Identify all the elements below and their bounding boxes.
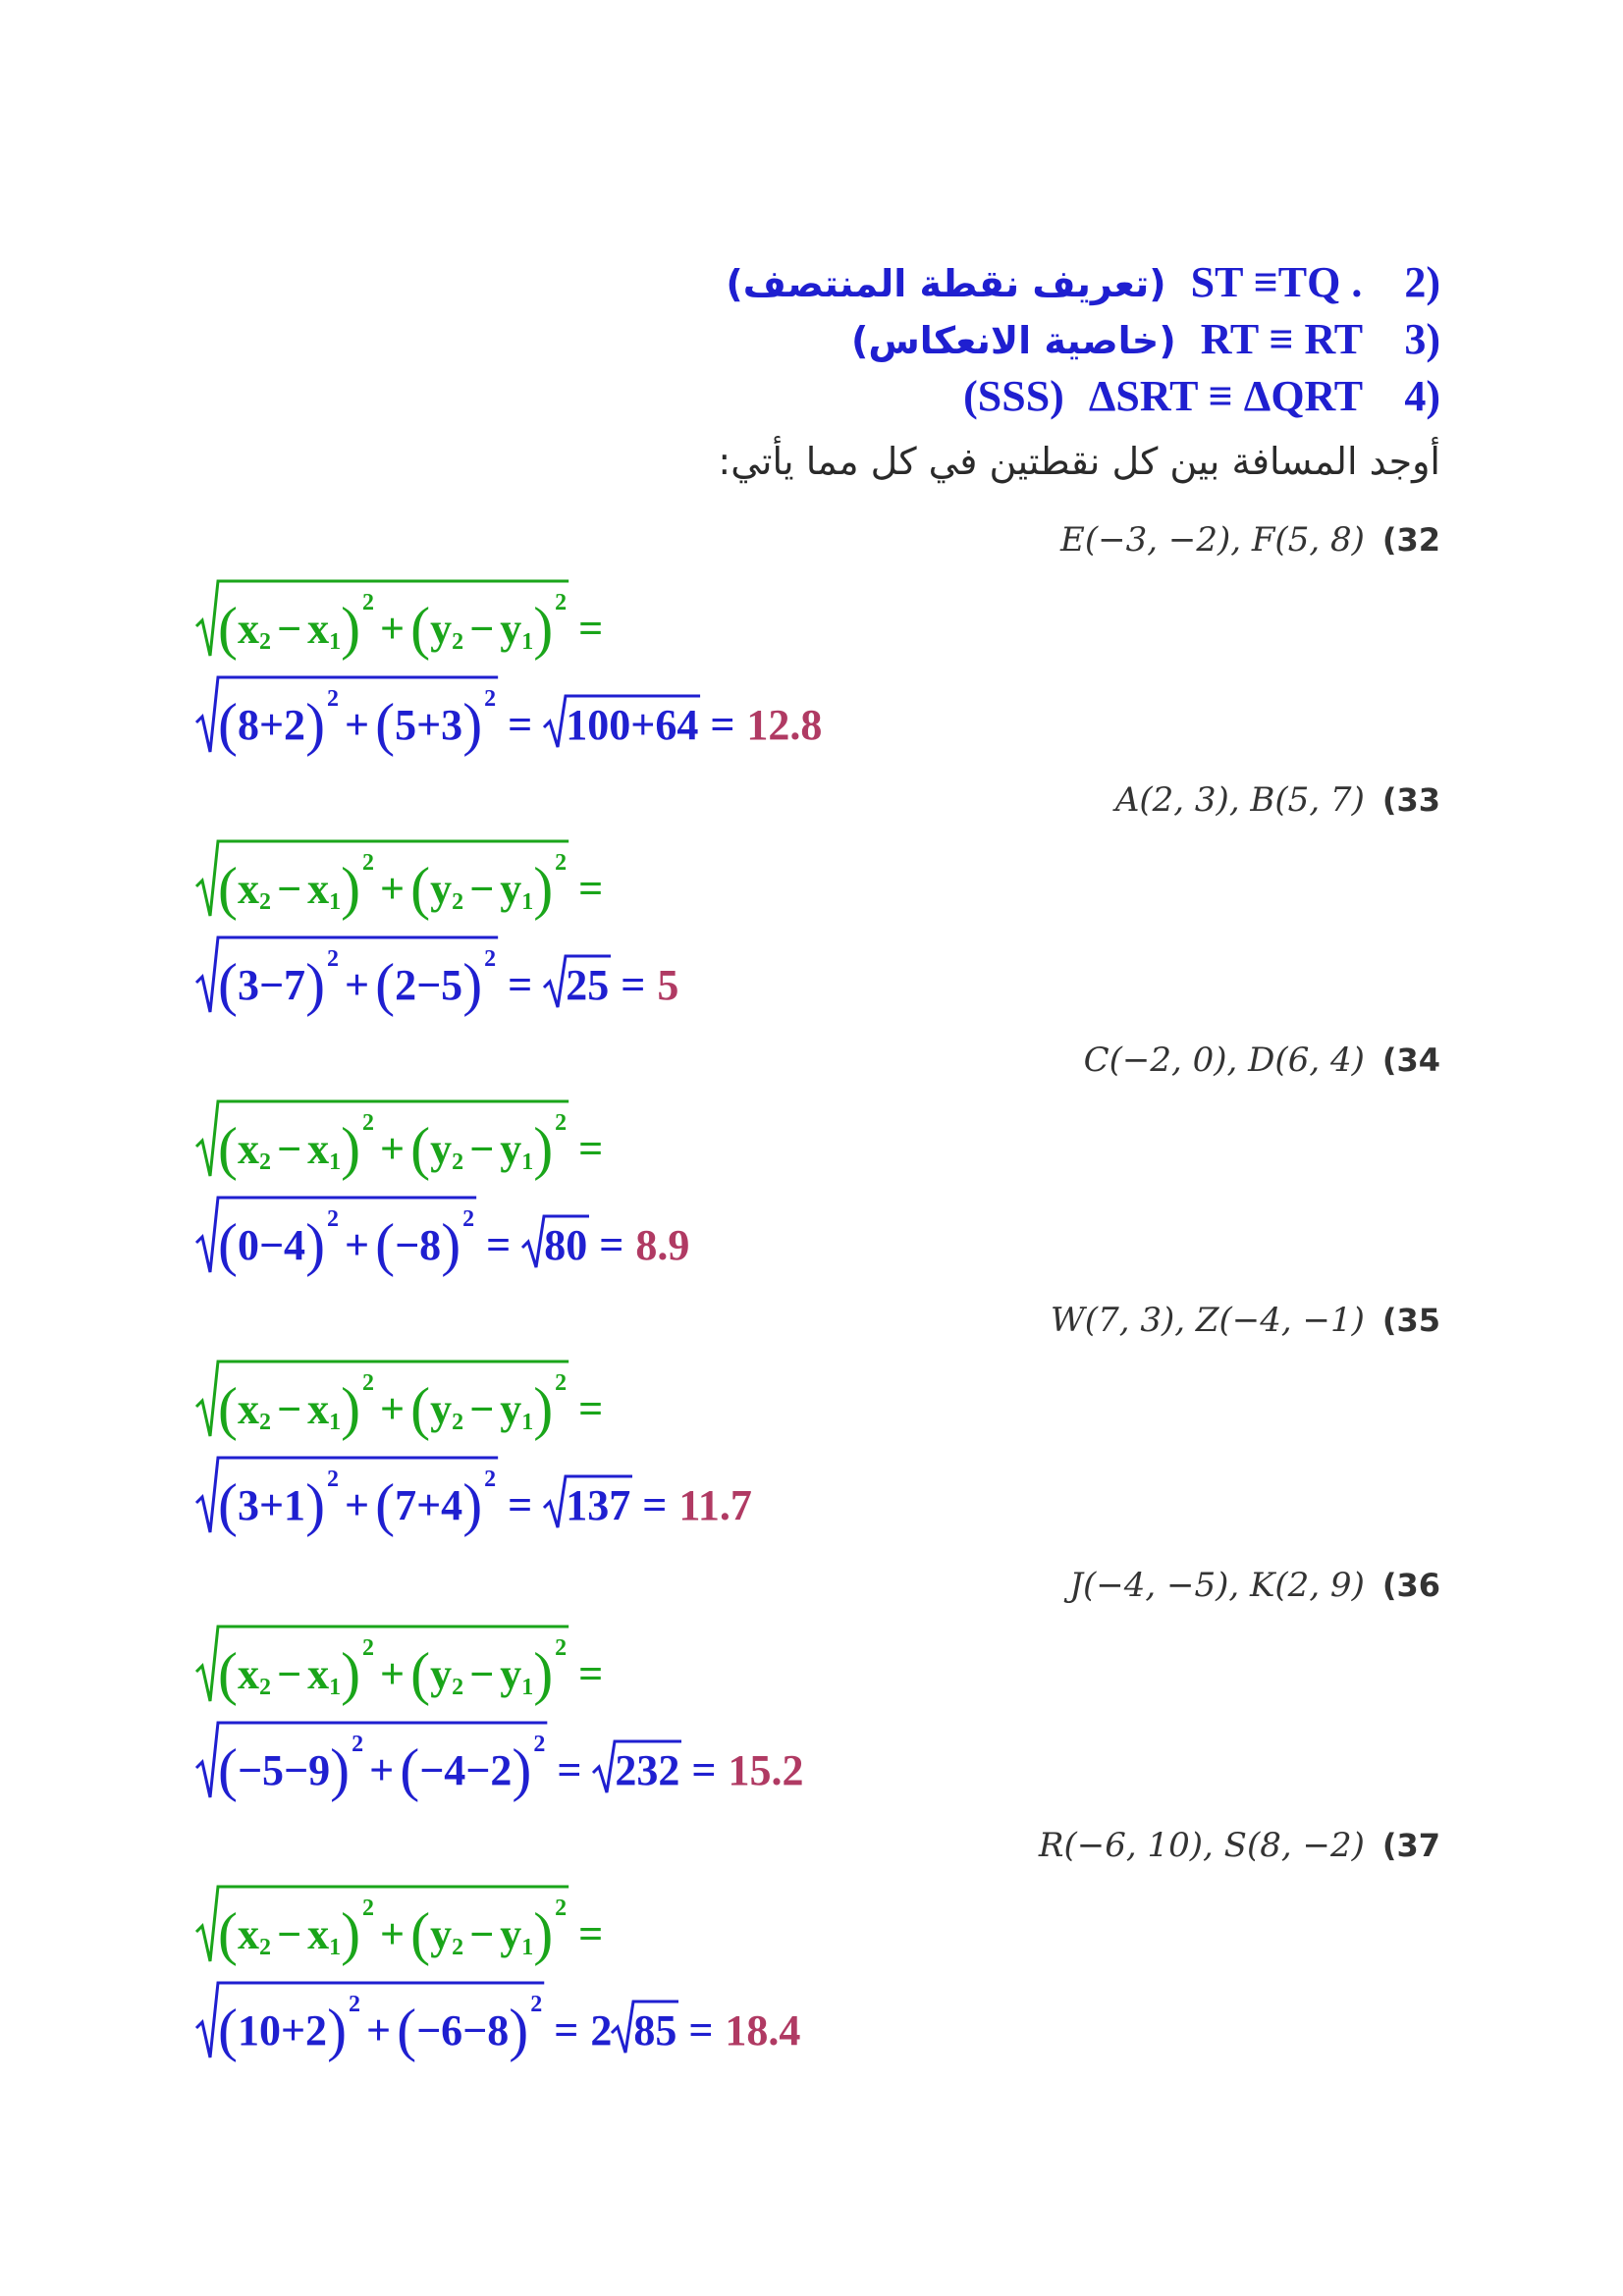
formula-radical: ( x 2 − x 1 ) 2 + ( y 2 − y 1 ) 2: [196, 1904, 567, 1963]
proof-line-4: [963, 371, 1440, 421]
proof-statement: ΔSRT ≡ ΔQRT: [1088, 372, 1363, 420]
subscript: 1: [329, 1148, 342, 1175]
problem-number: (33: [1381, 781, 1440, 819]
x-difference: 0−4: [237, 1220, 306, 1269]
proof-reason: (خاصية الانعكاس): [850, 319, 1176, 362]
x1-term: x: [307, 1649, 330, 1698]
equals-sign: =: [508, 700, 533, 749]
solution-line: [196, 945, 678, 1024]
exponent: 2: [349, 1991, 361, 2017]
distance-result: 12.8: [746, 700, 823, 749]
solution-line: [196, 1731, 803, 1809]
radical-sign-icon: [196, 675, 500, 758]
x1-term: x: [307, 864, 330, 913]
x1-term: x: [307, 1124, 330, 1173]
distance-result: 18.4: [725, 2005, 801, 2055]
exponent: 2: [555, 1895, 568, 1921]
problem-header: [1115, 780, 1440, 820]
solution-line: [196, 1466, 752, 1544]
y-difference: −6−8: [416, 2005, 510, 2055]
subscript: 2: [452, 888, 464, 915]
radicand: 137: [566, 1480, 631, 1529]
equals-sign: =: [508, 1480, 533, 1529]
proof-line-3: [851, 314, 1440, 364]
distance-formula: [196, 1895, 615, 1973]
equals-sign: =: [486, 1220, 512, 1269]
subscript: 1: [329, 888, 342, 915]
solution-radical: ( 3+1 ) 2 + ( 7+4 ) 2: [196, 1475, 496, 1534]
problem-header: [1051, 1301, 1440, 1340]
exponent: 2: [484, 1466, 497, 1492]
x2-term: x: [237, 1649, 259, 1698]
problem-number: (37: [1381, 1827, 1440, 1864]
radicand: 85: [633, 2005, 677, 2055]
solution-radical: ( 3−7 ) 2 + ( 2−5 ) 2: [196, 955, 496, 1014]
problem-points: R(−6, 10), S(8, −2): [1038, 1826, 1365, 1865]
subscript: 1: [329, 1409, 342, 1435]
radical-sign-icon: [196, 579, 570, 662]
simplified-radical: [544, 960, 609, 1010]
exponent: 2: [530, 1991, 543, 2017]
problem-points: E(−3, −2), F(5, 8): [1060, 520, 1365, 560]
exponent: 2: [327, 685, 340, 712]
exponent: 2: [555, 1109, 568, 1136]
x-difference: 3+1: [237, 1480, 306, 1529]
proof-number: 3): [1404, 315, 1440, 363]
distance-formula: [196, 1109, 615, 1188]
x-difference: 3−7: [237, 960, 306, 1009]
y1-term: y: [500, 1909, 522, 1958]
proof-line-2: [726, 257, 1440, 307]
solution-radical: ( 8+2 ) 2 + ( 5+3 ) 2: [196, 695, 496, 754]
subscript: 1: [521, 1934, 534, 1960]
instruction-text: أوجد المسافة بين كل نقطتين في كل مما يأتي:: [718, 440, 1440, 483]
radical-sign-icon: [196, 1625, 570, 1707]
exponent: 2: [362, 1895, 375, 1921]
exponent: 2: [484, 945, 497, 972]
simplified-radical: [612, 2005, 676, 2056]
subscript: 2: [452, 1148, 464, 1175]
exponent: 2: [362, 849, 375, 876]
subscript: 2: [258, 1148, 271, 1175]
proof-statement: RT ≡ RT: [1200, 315, 1363, 363]
proof-statement: ST ≡TQ .: [1190, 258, 1363, 306]
distance-formula: [196, 849, 615, 928]
radical-sign-icon: [196, 1196, 478, 1278]
coefficient: 2: [590, 2005, 613, 2055]
radical-sign-icon: [196, 839, 570, 922]
solution-line: [196, 1205, 689, 1284]
subscript: 1: [521, 628, 534, 655]
simplified-radical: [593, 1745, 679, 1795]
exponent: 2: [533, 1731, 546, 1757]
proof-reason: (SSS): [963, 372, 1064, 420]
x1-term: x: [307, 1384, 330, 1433]
radical-sign-icon: [544, 1474, 634, 1533]
solution-radical: ( 0−4 ) 2 + ( −8 ) 2: [196, 1215, 474, 1274]
y1-term: y: [500, 1384, 522, 1433]
exponent: 2: [362, 1634, 375, 1661]
subscript: 2: [258, 1409, 271, 1435]
radicand: 80: [544, 1220, 588, 1269]
radical-sign-icon: [544, 694, 702, 753]
problem-number: (32: [1381, 521, 1440, 559]
equals-sign: =: [508, 960, 533, 1009]
proof-number: 4): [1404, 372, 1440, 420]
x2-term: x: [237, 864, 259, 913]
y-difference: 7+4: [395, 1480, 463, 1529]
y-difference: −4−2: [419, 1745, 513, 1794]
y1-term: y: [500, 864, 522, 913]
equals-sign: =: [578, 1124, 604, 1173]
exponent: 2: [327, 1205, 340, 1232]
radical-sign-icon: [196, 1099, 570, 1182]
radical-sign-icon: [196, 1456, 500, 1538]
y2-term: y: [430, 1384, 453, 1433]
y2-term: y: [430, 1124, 453, 1173]
radical-sign-icon: [196, 1885, 570, 1967]
subscript: 1: [521, 1148, 534, 1175]
subscript: 2: [258, 1934, 271, 1960]
exponent: 2: [352, 1731, 364, 1757]
exponent: 2: [555, 589, 568, 615]
subscript: 1: [329, 628, 342, 655]
proof-reason: (تعريف نقطة المنتصف): [726, 262, 1166, 305]
x-difference: 10+2: [237, 2005, 328, 2055]
y1-term: y: [500, 1649, 522, 1698]
x2-term: x: [237, 1909, 259, 1958]
simplified-radical: [544, 1480, 630, 1530]
formula-radical: ( x 2 − x 1 ) 2 + ( y 2 − y 1 ) 2: [196, 599, 567, 658]
x2-term: x: [237, 604, 259, 653]
equals-sign: =: [621, 960, 646, 1009]
problem-points: A(2, 3), B(5, 7): [1114, 780, 1365, 820]
problem-points: W(7, 3), Z(−4, −1): [1050, 1301, 1365, 1340]
distance-result: 8.9: [635, 1220, 690, 1269]
radical-sign-icon: [196, 1360, 570, 1442]
radicand: 232: [615, 1745, 680, 1794]
subscript: 2: [258, 628, 271, 655]
distance-result: 5: [657, 960, 679, 1009]
distance-formula: [196, 1369, 615, 1448]
radical-sign-icon: [196, 935, 500, 1018]
problem-header: [1084, 1041, 1440, 1080]
equals-sign: =: [554, 2005, 579, 2055]
y2-term: y: [430, 1649, 453, 1698]
subscript: 1: [329, 1934, 342, 1960]
y2-term: y: [430, 864, 453, 913]
distance-formula: [196, 1634, 615, 1713]
equals-sign: =: [691, 1745, 717, 1794]
x2-term: x: [237, 1124, 259, 1173]
equals-sign: =: [578, 1909, 604, 1958]
problem-points: C(−2, 0), D(6, 4): [1083, 1041, 1365, 1080]
subscript: 2: [452, 1934, 464, 1960]
equals-sign: =: [642, 1480, 668, 1529]
exponent: 2: [555, 1634, 568, 1661]
y-difference: 5+3: [395, 700, 463, 749]
exponent: 2: [327, 1466, 340, 1492]
exponent: 2: [555, 1369, 568, 1396]
distance-result: 11.7: [678, 1480, 752, 1529]
exponent: 2: [362, 1369, 375, 1396]
problem-number: (34: [1381, 1041, 1440, 1079]
equals-sign: =: [578, 604, 604, 653]
subscript: 2: [452, 1674, 464, 1700]
x-difference: 8+2: [237, 700, 306, 749]
radical-sign-icon: [593, 1739, 683, 1798]
distance-result: 15.2: [728, 1745, 804, 1794]
equals-sign: =: [710, 700, 735, 749]
subscript: 2: [258, 888, 271, 915]
exponent: 2: [327, 945, 340, 972]
y-difference: 2−5: [395, 960, 463, 1009]
formula-radical: ( x 2 − x 1 ) 2 + ( y 2 − y 1 ) 2: [196, 1119, 567, 1178]
x2-term: x: [237, 1384, 259, 1433]
solution-radical: ( −5−9 ) 2 + ( −4−2 ) 2: [196, 1740, 545, 1799]
problem-points: J(−4, −5), K(2, 9): [1069, 1566, 1365, 1605]
problem-header: [1060, 520, 1440, 560]
problem-number: (35: [1381, 1302, 1440, 1339]
solution-radical: ( 10+2 ) 2 + ( −6−8 ) 2: [196, 2001, 542, 2059]
subscript: 1: [521, 1409, 534, 1435]
radicand: 25: [566, 960, 610, 1009]
equals-sign: =: [578, 1649, 604, 1698]
simplified-radical: [544, 700, 698, 750]
subscript: 1: [521, 888, 534, 915]
radical-sign-icon: [544, 954, 613, 1013]
exponent: 2: [555, 849, 568, 876]
problem-header: [1039, 1826, 1440, 1865]
simplified-radical: [522, 1220, 587, 1270]
subscript: 2: [452, 1409, 464, 1435]
equals-sign: =: [557, 1745, 582, 1794]
formula-radical: ( x 2 − x 1 ) 2 + ( y 2 − y 1 ) 2: [196, 859, 567, 918]
x-difference: −5−9: [237, 1745, 331, 1794]
exponent: 2: [362, 1109, 375, 1136]
y2-term: y: [430, 604, 453, 653]
equals-sign: =: [578, 1384, 604, 1433]
exponent: 2: [484, 685, 497, 712]
problem-header: [1069, 1566, 1440, 1605]
x1-term: x: [307, 1909, 330, 1958]
equals-sign: =: [599, 1220, 624, 1269]
equals-sign: =: [578, 864, 604, 913]
solution-line: [196, 1991, 800, 2069]
y1-term: y: [500, 604, 522, 653]
equals-sign: =: [688, 2005, 714, 2055]
y1-term: y: [500, 1124, 522, 1173]
y2-term: y: [430, 1909, 453, 1958]
y-difference: −8: [395, 1220, 442, 1269]
exponent: 2: [462, 1205, 475, 1232]
problem-number: (36: [1381, 1567, 1440, 1604]
subscript: 1: [521, 1674, 534, 1700]
radical-sign-icon: [196, 1721, 549, 1803]
formula-radical: ( x 2 − x 1 ) 2 + ( y 2 − y 1 ) 2: [196, 1644, 567, 1703]
proof-number: 2): [1404, 258, 1440, 306]
subscript: 2: [258, 1674, 271, 1700]
exponent: 2: [362, 589, 375, 615]
subscript: 1: [329, 1674, 342, 1700]
formula-radical: ( x 2 − x 1 ) 2 + ( y 2 − y 1 ) 2: [196, 1379, 567, 1438]
radical-sign-icon: [612, 2000, 680, 2058]
radical-sign-icon: [522, 1214, 591, 1273]
distance-formula: [196, 589, 615, 667]
radicand: 100+64: [566, 700, 699, 749]
subscript: 2: [452, 628, 464, 655]
solution-line: [196, 685, 822, 764]
radical-sign-icon: [196, 1981, 546, 2063]
x1-term: x: [307, 604, 330, 653]
